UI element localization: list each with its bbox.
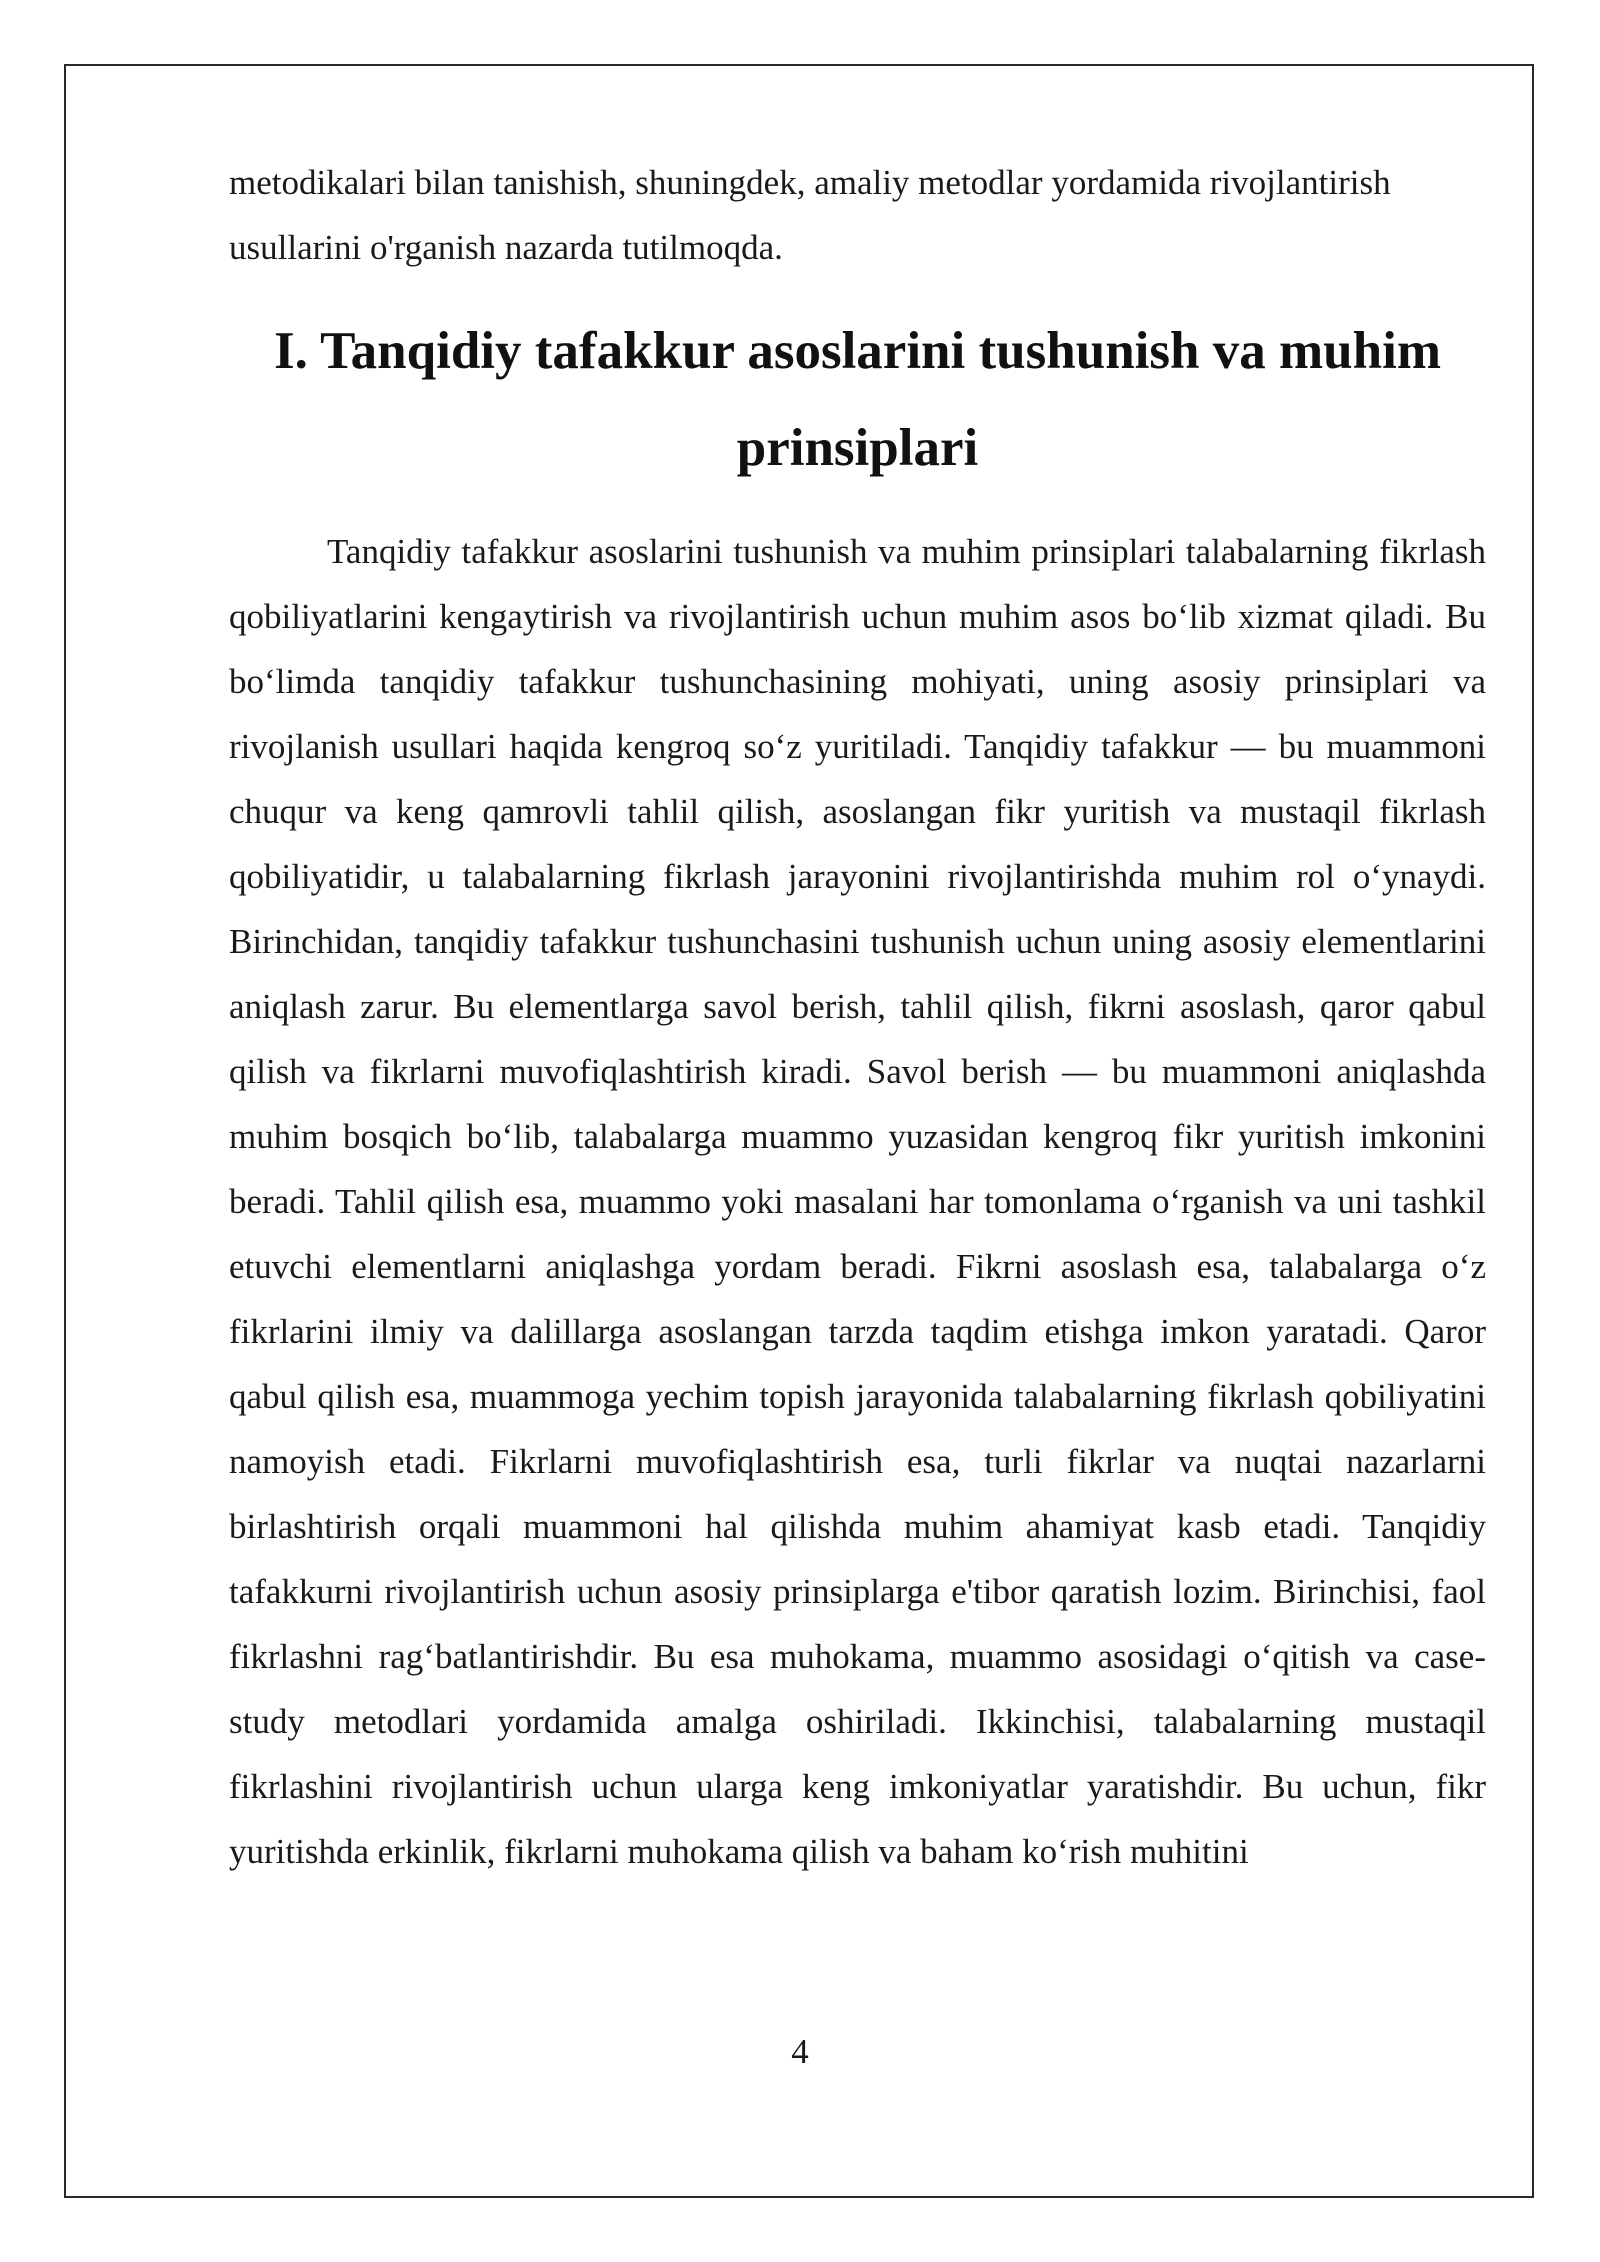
page-number: 4 (791, 2032, 809, 2071)
section-heading: I. Tanqidiy tafakkur asoslarini tushunish va muhim prinsiplari (274, 322, 1441, 477)
intro-paragraph: metodikalari bilan tanishish, shuningdek, amaliy metodlar yordamida rivojlantirish usullarini o'rganish nazarda tutilmoqda. (229, 163, 1391, 267)
body-paragraph: Tanqidiy tafakkur asoslarini tushunish va muhim prinsiplari talabalarning fikrlash qobiliyatlarini kengaytirish va rivojlantirish uchun muhim asos bo‘lib xizmat qiladi. Bu bo‘limda tanqidiy tafakkur tushunchasining mohiyati, uning asosiy prinsiplari va rivojlanish usullari haqida kengroq so‘z yuritiladi. Tanqidiy tafakkur — bu muammoni chuqur va keng qamrovli tahlil qilish, asoslangan fikr yuritish va mustaqil fikrlash qobiliyatidir, u talabalarning fikrlash jarayonini rivojlantirishda muhim rol o‘ynaydi. Birinchidan, tanqidiy tafakkur tushunchasini tushunish uchun uning asosiy elementlarini aniqlash zarur. Bu elementlarga savol berish, tahlil qilish, fikrni asoslash, qaror qabul qilish va fikrlarni muvofiqlashtirish kiradi. Savol berish — bu muammoni aniqlashda muhim bosqich bo‘lib, talabalarga muammo yuzasidan kengroq fikr yuritish imkonini beradi. Tahlil qilish esa, muammo yoki masalani har tomonlama o‘rganish va uni tashkil etuvchi elementlarni aniqlashga yordam beradi. Fikrni asoslash esa, talabalarga o‘z fikrlarini ilmiy va dalillarga asoslangan tarzda taqdim etishga imkon yaratadi. Qaror qabul qilish esa, muammoga yechim topish jarayonida talabalarning fikrlash qobiliyatini namoyish etadi. Fikrlarni muvofiqlashtirish esa, turli fikrlar va nuqtai nazarlarni birlashtirish orqali muammoni hal qilishda muhim ahamiyat kasb etadi. Tanqidiy tafakkurni rivojlantirish uchun asosiy prinsiplarga e'tibor qaratish lozim. Birinchisi, faol fikrlashni rag‘batlantirishdir. Bu esa muhokama, muammo asosidagi o‘qitish va case-study metodlari yordamida amalga oshiriladi. Ikkinchisi, talabalarning mustaqil fikrlashini rivojlantirish uchun ularga keng imkoniyatlar yaratishdir. Bu uchun, fikr yuritishda erkinlik, fikrlarni muhokama qilish va baham ko‘rish muhitini (229, 532, 1486, 1871)
page-content (229, 150, 1486, 1884)
